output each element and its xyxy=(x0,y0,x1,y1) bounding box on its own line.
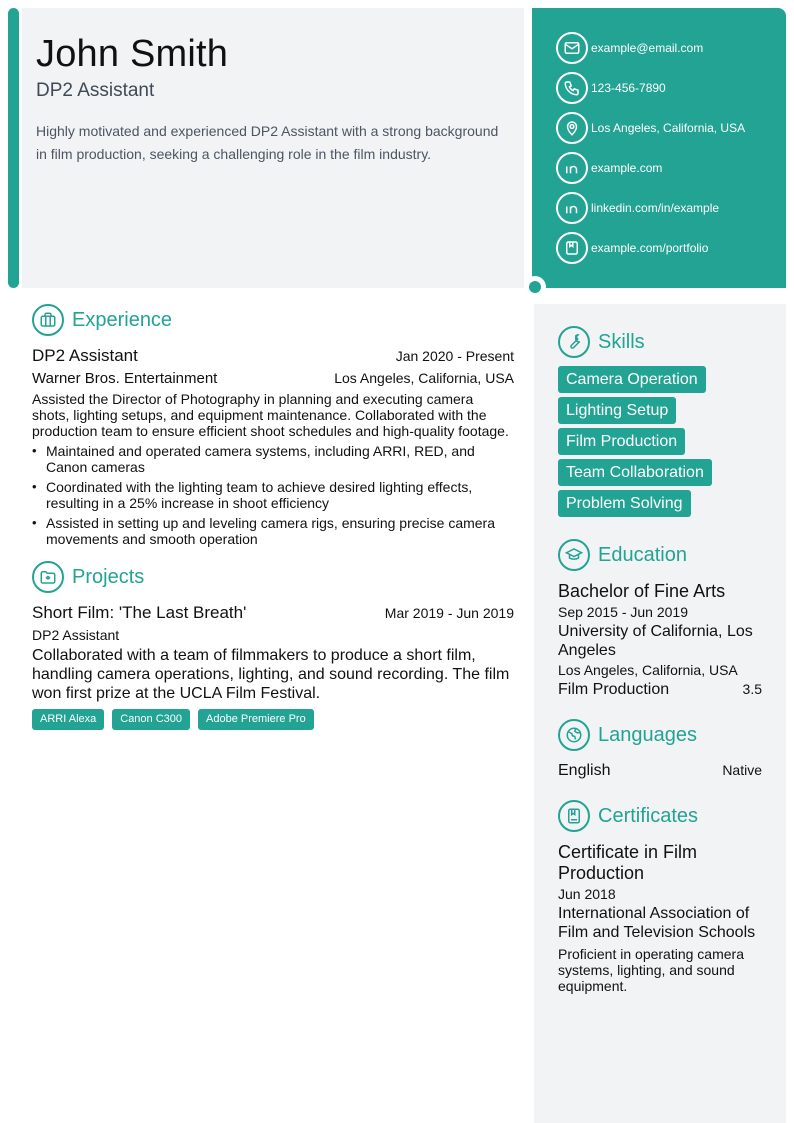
project-dates: Mar 2019 - Jun 2019 xyxy=(384,605,514,621)
certificate-date: Jun 2018 xyxy=(558,886,616,902)
contact-phone-text: 123-456-7890 xyxy=(591,81,666,95)
job-location: Los Angeles, California, USA xyxy=(334,370,514,386)
wrench-icon xyxy=(558,326,590,358)
projects-section-header xyxy=(32,561,514,593)
header-panel xyxy=(22,8,524,288)
school-location: Los Angeles, California, USA xyxy=(558,662,738,678)
education-section-header xyxy=(558,539,762,571)
job-description: Assisted the Director of Photography in planning and executing camera shots, lighting setups, and equipment maintenance. Collaborated with the production team to ensure efficient shoot schedules and high-quality footage. xyxy=(32,391,509,439)
tag: Canon C300 xyxy=(112,709,190,730)
language-level: Native xyxy=(722,762,762,778)
header-accent-bar xyxy=(8,8,19,288)
contact-linkedin-text: linkedin.com/in/example xyxy=(591,201,720,215)
gpa: 3.5 xyxy=(742,681,762,697)
projects-heading: Projects xyxy=(72,565,145,588)
skill-badge: Problem Solving xyxy=(558,490,691,517)
project-role: DP2 Assistant xyxy=(32,627,120,643)
linkedin-icon xyxy=(556,192,588,224)
certificates-section-header xyxy=(558,800,762,832)
briefcase-icon xyxy=(32,304,64,336)
school-name: University of California, Los Angeles xyxy=(558,623,753,659)
company-name: Warner Bros. Entertainment xyxy=(32,370,218,387)
experience-heading: Experience xyxy=(72,308,173,331)
education-dates: Sep 2015 - Jun 2019 xyxy=(558,604,688,620)
job-achievements xyxy=(32,443,514,547)
degree: Bachelor of Fine Arts xyxy=(558,581,726,601)
main-column xyxy=(32,304,514,730)
contact-location-text: Los Angeles, California, USA xyxy=(591,121,746,135)
contact-location xyxy=(556,112,786,144)
job-dates: Jan 2020 - Present xyxy=(395,348,514,364)
tag: Adobe Premiere Pro xyxy=(198,709,314,730)
contact-email[interactable] xyxy=(556,32,786,64)
project-name: Short Film: 'The Last Breath' xyxy=(32,603,247,622)
tag: ARRI Alexa xyxy=(32,709,104,730)
phone-icon xyxy=(556,72,588,104)
globe-icon xyxy=(558,719,590,751)
contact-email-text: example@email.com xyxy=(591,41,704,55)
skills-heading: Skills xyxy=(598,330,645,353)
sidebar xyxy=(534,304,786,1123)
portfolio-icon xyxy=(556,232,588,264)
experience-section-header xyxy=(32,304,514,336)
contact-phone[interactable] xyxy=(556,72,786,104)
certificate-description: Proficient in operating camera systems, lighting, and sound equipment. xyxy=(558,946,744,994)
linkedin-icon xyxy=(556,152,588,184)
location-pin-icon xyxy=(556,112,588,144)
contact-website-text: example.com xyxy=(591,161,663,175)
certificate-icon xyxy=(558,800,590,832)
contact-portfolio-text: example.com/portfolio xyxy=(591,241,709,255)
skill-badge: Lighting Setup xyxy=(558,397,676,424)
summary: Highly motivated and experienced DP2 Assistant with a strong background in film production, seeking a challenging role in the film industry. xyxy=(36,122,499,162)
skills-list xyxy=(558,366,762,521)
language-name: English xyxy=(558,762,611,779)
list-item: • Coordinated with the lighting team to achieve desired lighting effects, resulting in a 25% increase in shoot efficiency xyxy=(32,479,514,511)
field-of-study: Film Production xyxy=(558,681,670,698)
education-heading: Education xyxy=(598,543,687,566)
timeline-dot xyxy=(529,281,541,293)
skill-badge: Film Production xyxy=(558,428,685,455)
languages-section-header xyxy=(558,719,762,751)
languages-heading: Languages xyxy=(598,723,697,746)
certificates-heading: Certificates xyxy=(598,804,699,827)
candidate-title: DP2 Assistant xyxy=(36,79,155,101)
graduation-cap-icon xyxy=(558,539,590,571)
folder-icon xyxy=(32,561,64,593)
certificate-name: Certificate in Film Production xyxy=(558,842,698,883)
certificate-issuer: International Association of Film and Television Schools xyxy=(558,905,756,941)
email-icon xyxy=(556,32,588,64)
skill-badge: Team Collaboration xyxy=(558,459,712,486)
job-title: DP2 Assistant xyxy=(32,346,138,365)
contact-panel xyxy=(532,8,786,288)
list-item: • Maintained and operated camera systems, including ARRI, RED, and Canon cameras xyxy=(32,443,514,475)
project-description: Collaborated with a team of filmmakers to produce a short film, handling camera operations, lighting, and sound recording. The film won first prize at the UCLA Film Festival. xyxy=(32,647,510,702)
project-tags xyxy=(32,709,514,730)
contact-portfolio[interactable] xyxy=(556,232,786,264)
contact-linkedin[interactable] xyxy=(556,192,786,224)
list-item: • Assisted in setting up and leveling camera rigs, ensuring precise camera movements and smooth operation xyxy=(32,515,514,547)
skill-badge: Camera Operation xyxy=(558,366,706,393)
candidate-name: John Smith xyxy=(36,33,229,75)
contact-website[interactable] xyxy=(556,152,786,184)
skills-section-header xyxy=(558,326,762,358)
